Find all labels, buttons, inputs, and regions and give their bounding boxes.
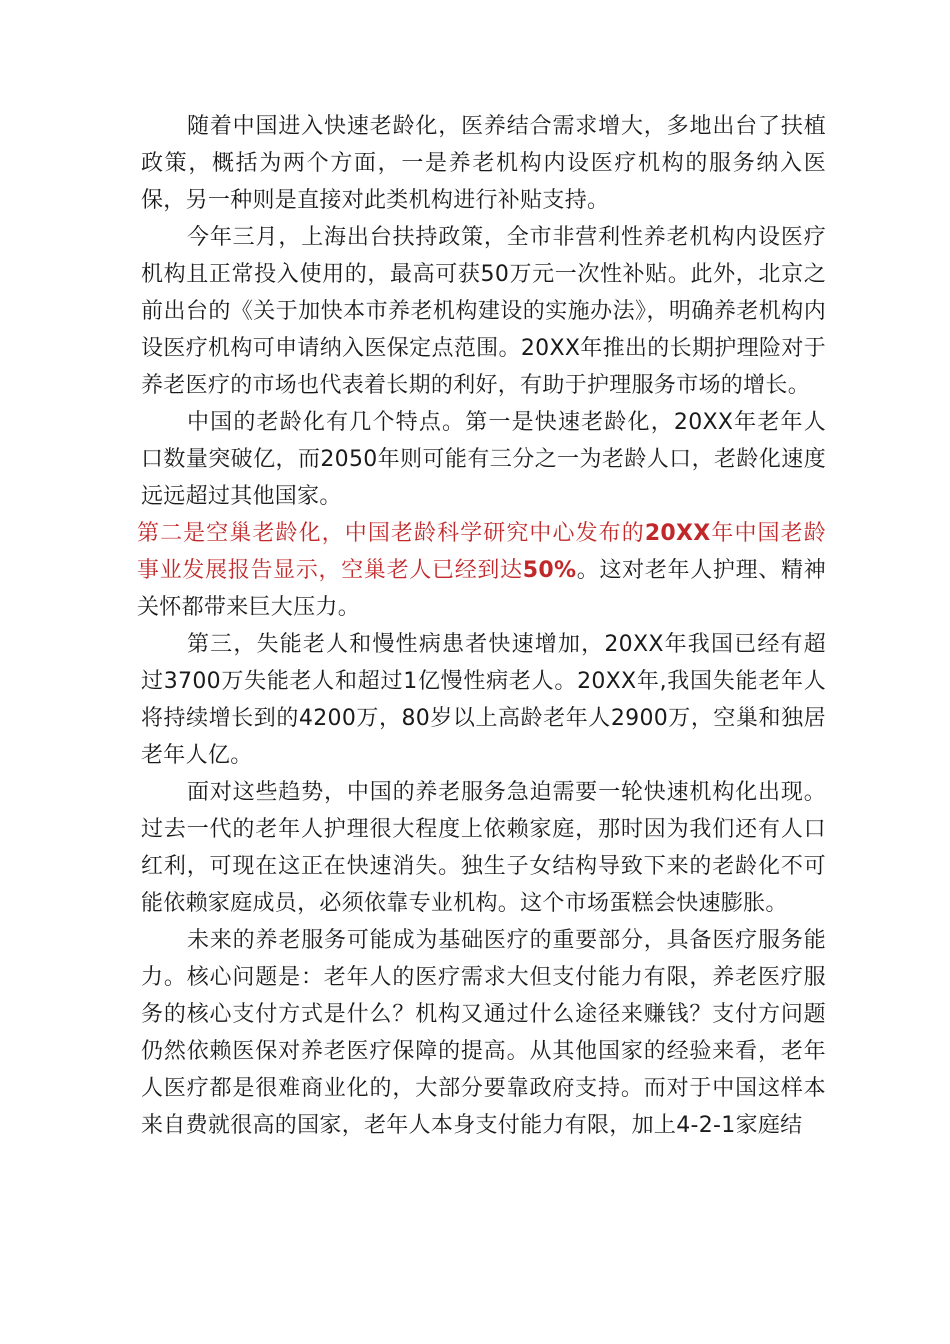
paragraph-3: 中国的老龄化有几个特点。第一是快速老龄化，20XX年老年人口数量突破亿，而2050年则可能有三分之一为老龄人口，老龄化速度远远超过其他国家。 (141, 410, 826, 509)
paragraph-1: 随着中国进入快速老龄化，医养结合需求增大，多地出台了扶植政策，概括为两个方面，一是养老机构内设医疗机构的服务纳入医保，另一种则是直接对此类机构进行补贴支持。 (141, 114, 826, 213)
paragraph-4-highlight-year: 20XX (644, 521, 711, 546)
document-body (137, 108, 826, 1144)
paragraph-4-rest: 。这对老年人护理、精神关怀都带来巨大压力。 (137, 558, 826, 620)
paragraph-5: 第三，失能老人和慢性病患者快速增加，20XX年我国已经有超过3700万失能老人和超过1亿慢性病老人。20XX年,我国失能老年人将持续增长到的4200万，80岁以上高龄老年人2900万，空巢和独居老年人亿。 (141, 632, 826, 768)
paragraph-4-highlight-report: 年中国老龄事业发展报告显示，空巢老人已经到达 (137, 521, 826, 583)
paragraph-6: 面对这些趋势，中国的养老服务急迫需要一轮快速机构化出现。过去一代的老年人护理很大程度上依赖家庭，那时因为我们还有人口红利，可现在这正在快速消失。独生子女结构导致下来的老龄化不可能依赖家庭成员，必须依靠专业机构。这个市场蛋糕会快速膨胀。 (141, 780, 826, 916)
paragraph-4 (137, 515, 826, 626)
paragraph-7: 未来的养老服务可能成为基础医疗的重要部分，具备医疗服务能力。核心问题是：老年人的医疗需求大但支付能力有限，养老医疗服务的核心支付方式是什么？机构又通过什么途径来赚钱？支付方问题仍然依赖医保对养老医疗保障的提高。从其他国家的经验来看，老年人医疗都是很难商业化的，大部分要靠政府支持。而对于中国这样本来自费就很高的国家，老年人本身支付能力有限，加上4-2-1家庭结 (141, 928, 826, 1138)
paragraph-4-highlight-text: 第二是空巢老龄化，中国老龄科学研究中心发布的 (137, 521, 645, 546)
paragraph-2: 今年三月，上海出台扶持政策，全市非营利性养老机构内设医疗机构且正常投入使用的，最高可获50万元一次性补贴。此外，北京之前出台的《关于加快本市养老机构建设的实施办法》，明确养老机构内设医疗机构可申请纳入医保定点范围。20XX年推出的长期护理险对于养老医疗的市场也代表着长期的利好，有助于护理服务市场的增长。 (141, 225, 826, 398)
paragraph-4-highlight-percent: 50% (522, 558, 577, 583)
